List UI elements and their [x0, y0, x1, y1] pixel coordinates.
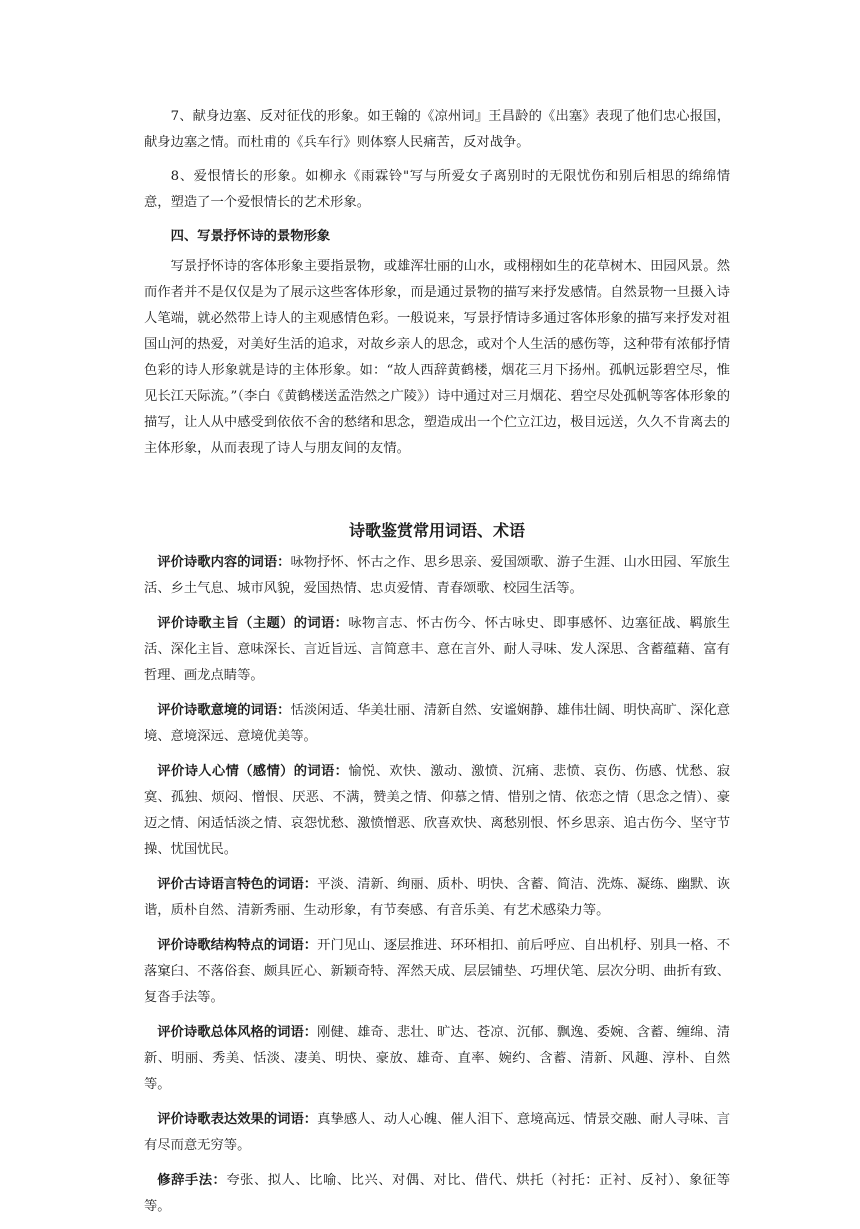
glossary-label: 评价诗歌内容的词语：: [157, 555, 291, 570]
glossary-text: 平淡、清新、绚丽、质朴、明快、含蓄、简洁、洗炼、凝练、幽默、诙谐，质朴自然、清新秀丽、生动形象，有节奏感、有音乐美、有艺术感染力等。: [144, 877, 731, 918]
glossary-item-emotion: [144, 759, 730, 863]
glossary-text: 真挚感人、动人心魄、催人泪下、意境高远、情景交融、耐人寻味、言有尽而意无穷等。: [144, 1112, 731, 1153]
glossary-text: 刚健、雄奇、悲壮、旷达、苍凉、沉郁、飘逸、委婉、含蓄、缠绵、清新、明丽、秀美、恬淡、凄美、明快、豪放、雄奇、直率、婉约、含蓄、清新、风趣、淳朴、自然等。: [144, 1025, 731, 1092]
glossary-text: 咏物言志、怀古伤今、怀古咏史、即事感怀、边塞征战、羁旅生活、深化主旨、意味深长、言近旨远、言简意丰、意在言外、耐人寻味、发人深思、含蓄蕴藉、富有哲理、画龙点睛等。: [144, 616, 731, 683]
glossary-text: 夸张、拟人、比喻、比兴、对偶、对比、借代、烘托（衬托：正衬、反衬）、象征等等。: [144, 1173, 730, 1214]
glossary-label: 评价古诗语言特色的词语：: [157, 877, 318, 892]
glossary-item-theme: [144, 611, 730, 689]
paragraph-section-4-body: 写景抒怀诗的客体形象主要指景物，或雄浑壮丽的山水，或栩栩如生的花草树木、田园风景。然而作者并不是仅仅是为了展示这些客体形象，而是通过景物的描写来抒发感情。自然景物一旦摄入诗人笔端，就必然带上诗人的主观感情色彩。一般说来，写景抒情诗多通过客体形象的描写来抒发对祖国山河的热爱，对美好生活的追求，对故乡亲人的思念，或对个人生活的感伤等，这种带有浓郁抒情色彩的诗人形象就是诗的主体形象。如：“故人西辞黄鹤楼，烟花三月下扬州。孤帆远影碧空尽，惟见长江天际流。”（李白《黄鹤楼送孟浩然之广陵》）诗中通过对三月烟花、碧空尽处孤帆等客体形象的描写，让人从中感受到依依不舍的愁绪和思念，塑造成出一个伫立江边，极目远送，久久不肯离去的主体形象，从而表现了诗人与朋友间的友情。: [144, 259, 730, 456]
glossary-label: 评价诗歌意境的词语：: [157, 703, 291, 718]
glossary-label: 评价诗歌结构特点的词语：: [157, 938, 318, 953]
glossary-item-mood: [144, 698, 730, 750]
paragraph-item-8: 8、爱恨情长的形象。如柳永《雨霖铃"写与所爱女子离别时的无限忧伤和别后相思的绵绵情意，塑造了一个爱恨情长的艺术形象。: [144, 169, 730, 210]
glossary-item-style: [144, 1020, 730, 1098]
glossary-item-rhetoric: [144, 1168, 730, 1220]
paragraph-item-7: 7、献身边塞、反对征伐的形象。如王翰的《凉州词』王昌龄的《出塞》表现了他们忠心报国，献身边塞之情。而杜甫的《兵车行》则体察人民痛苦，反对战争。: [144, 109, 730, 150]
section-heading-4: 四、写景抒怀诗的景物形象: [170, 229, 331, 244]
section-gap: [144, 470, 730, 516]
glossary-item-content: [144, 550, 730, 602]
glossary-label: 评价诗歌主旨（主题）的词语：: [157, 616, 349, 631]
glossary-item-structure: [144, 933, 730, 1011]
glossary-item-effect: [144, 1107, 730, 1159]
glossary-label: 评价诗人心情（感情）的词语：: [157, 764, 349, 779]
glossary-label: 评价诗歌表达效果的词语：: [157, 1112, 318, 1127]
glossary-text: 开门见山、逐层推进、环环相扣、前后呼应、自出机杼、别具一格、不落窠臼、不落俗套、颇具匠心、新颖奇特、浑然天成、层层铺垫、巧埋伏笔、层次分明、曲折有致、复沓手法等。: [144, 938, 731, 1005]
glossary-text: 恬淡闲适、华美壮丽、清新自然、安谧娴静、雄伟壮阔、明快高旷、深化意境、意境深远、意境优美等。: [144, 703, 731, 744]
glossary-label: 修辞手法：: [157, 1173, 227, 1188]
glossary-item-language: [144, 872, 730, 924]
document-page: [144, 104, 730, 1229]
glossary-text: 咏物抒怀、怀古之作、思乡思亲、爱国颂歌、游子生涯、山水田园、军旅生活、乡土气息、城市风貌，爱国热情、忠贞爱情、青春颂歌、校园生活等。: [144, 555, 731, 596]
glossary-text: 愉悦、欢快、激动、激愤、沉痛、悲愤、哀伤、伤感、忧愁、寂寞、孤独、烦闷、憎恨、厌恶、不满，赞美之情、仰慕之情、惜别之情、依恋之情（思念之情）、豪迈之情、闲适恬淡之情、哀怨忧愁、激愤憎恶、欣喜欢快、离愁别恨、怀乡思亲、追古伤今、坚守节操、忧国忧民。: [144, 764, 731, 857]
glossary-title: 诗歌鉴赏常用词语、术语: [348, 521, 525, 540]
glossary-label: 评价诗歌总体风格的词语：: [157, 1025, 318, 1040]
